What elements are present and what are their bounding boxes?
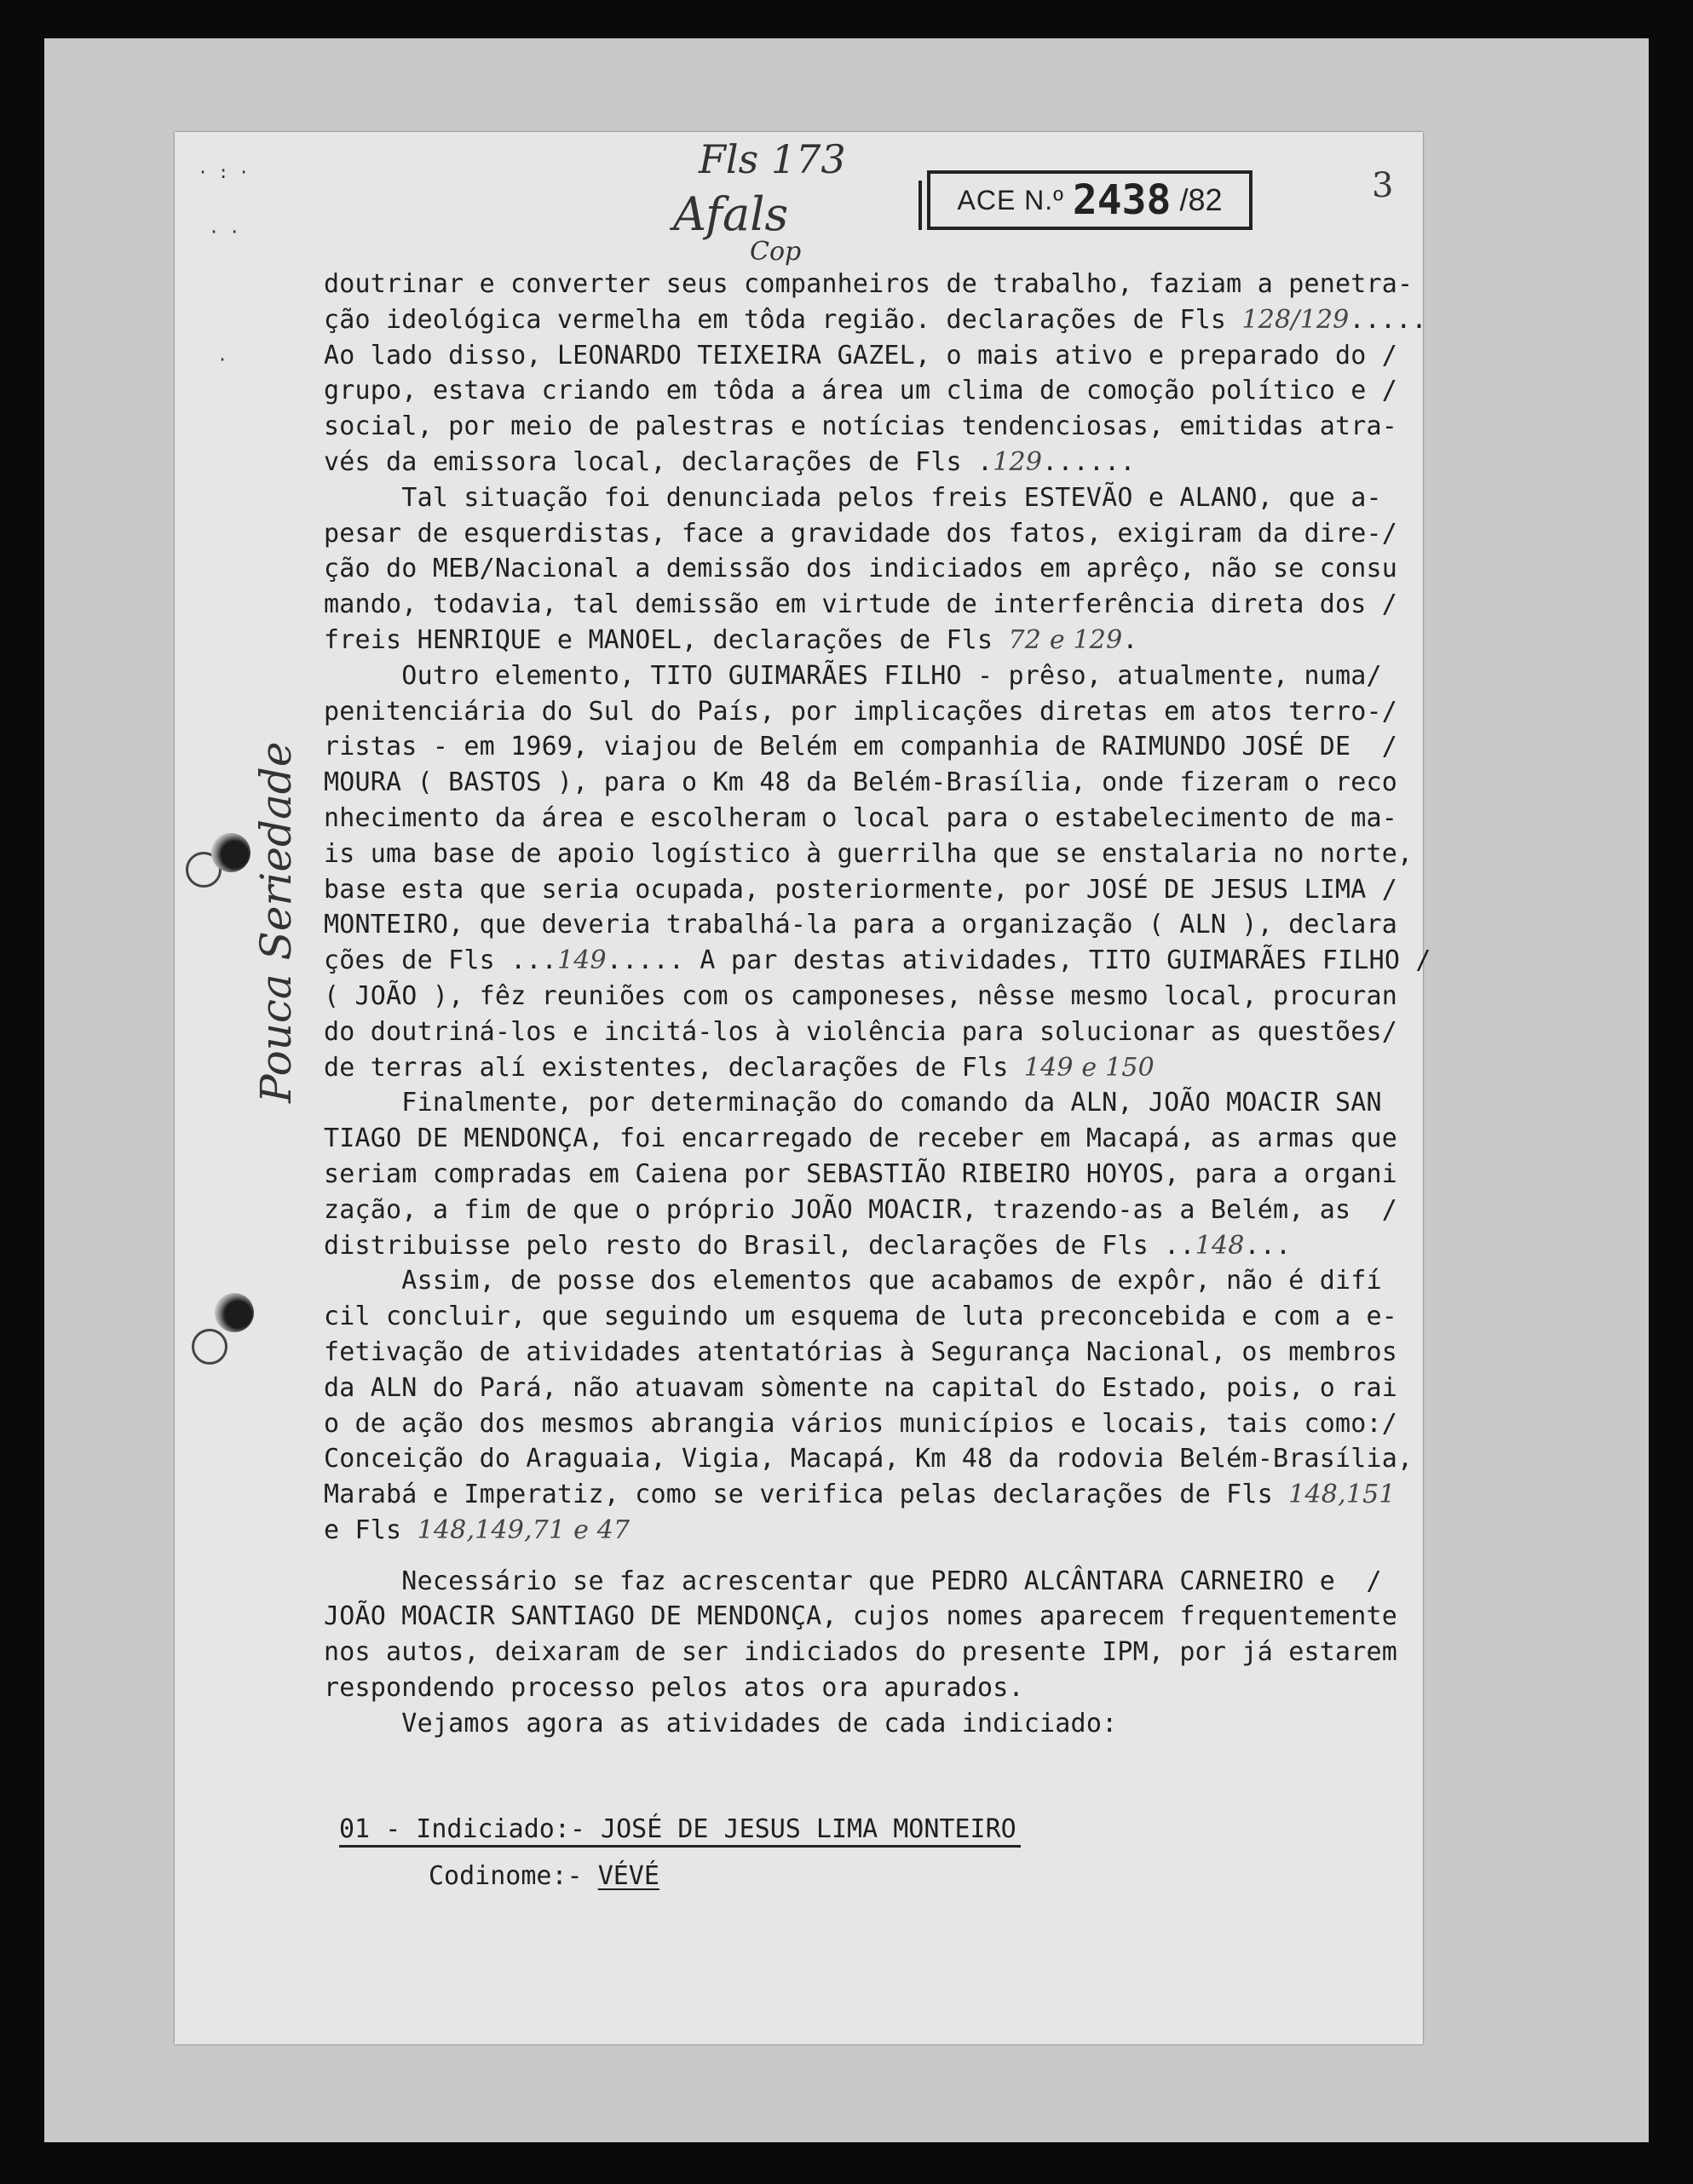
body-line [324,765,1398,801]
indicted-label: - Indiciado:- JOSÉ DE JESUS LIMA MONTEIRO [385,1814,1016,1844]
typed-text: base esta que seria ocupada, posteriormente, por JOSÉ DE JESUS LIMA / [324,874,1398,905]
typed-text: ( JOÃO ), fêz reuniões com os camponeses, nêsse mesmo local, procuran [324,980,1398,1011]
body-line [324,943,1431,979]
typed-text: pesar de esquerdistas, face a gravidade dos fatos, exigiram da dire-/ [324,518,1398,549]
ace-stamp [927,170,1252,230]
body-line [324,623,1380,658]
typed-text: penitenciária do Sul do País, por implicações diretas em atos terro-/ [324,696,1398,727]
handwritten-folio-ref: 72 e 129 [1008,624,1123,655]
body-line [324,1706,1380,1742]
body-line [324,1371,1398,1406]
body-line [324,302,1427,338]
typed-text: respondendo processo pelos atos ora apurados. [324,1673,1024,1704]
page-number: 3 [1372,166,1394,205]
typed-text: da ALN do Pará, não atuavam sòmente na capital do Estado, pois, o rai [324,1372,1398,1403]
typed-text: de terras alí existentes, declarações de Fls [324,1052,1024,1083]
body-line [324,1050,1380,1086]
speck-dots: · [217,349,228,370]
typed-text: Conceição do Araguaia, Vigia, Macapá, Km 48 da rodovia Belém-Brasília, [324,1444,1414,1474]
codename-value: VÉVÉ [597,1861,659,1891]
body-line [324,1441,1414,1477]
handwritten-folio-ref: 129 [993,446,1043,477]
folio-annotation: Fls 173 [699,136,846,182]
typed-text: ristas - em 1969, viajou de Belém em companhia de RAIMUNDO JOSÉ DE / [324,732,1398,762]
typed-text: vés da emissora local, declarações de Fls . [324,446,993,477]
handwritten-folio-ref: 149 e 150 [1023,1052,1155,1083]
body-line [324,516,1398,552]
body-line [324,1014,1398,1050]
indicted-heading [339,1814,1016,1844]
typed-text: Necessário se faz acrescentar que PEDRO ALCÂNTARA CARNEIRO e / [324,1566,1382,1596]
typed-text: TIAGO DE MENDONÇA, foi encarregado de receber em Macapá, as armas que [324,1124,1398,1154]
body-line [324,1635,1398,1670]
body-line [324,801,1398,836]
typed-text: Vejamos agora as atividades de cada indiciado: [324,1708,1118,1739]
typed-text: fetivação de atividades atentatórias à Segurança Nacional, os membros [324,1336,1398,1367]
typed-text: doutrinar e converter seus companheiros de trabalho, faziam a penetra- [324,269,1414,299]
typed-text: Assim, de posse dos elementos que acabamos de expôr, não é difí [324,1266,1382,1296]
body-line [324,551,1398,587]
typed-text: do doutriná-los e incitá-los à violência para solucionar as questões/ [324,1016,1398,1047]
typed-text: mando, todavia, tal demissão em virtude de interferência direta dos / [324,589,1398,620]
typed-text-tail: ..... A par destas atividades, TITO GUIMARÃES FILHO / [606,945,1431,976]
stamp-bar [918,181,922,230]
punch-hole [211,833,250,872]
body-line [324,907,1398,943]
typed-text: MONTEIRO, que deveria trabalhá-la para a organização ( ALN ), declara [324,910,1398,940]
body-line [324,1121,1398,1157]
typed-text: ção ideológica vermelha em tôda região. declarações de Fls [324,304,1242,335]
cop-annotation: Cop [750,237,802,267]
body-line [324,1157,1398,1193]
typed-text: distribuisse pelo resto do Brasil, declarações de Fls .. [324,1230,1195,1261]
typed-text-tail: . [1122,624,1138,655]
body-line [324,1513,1380,1549]
body-line [324,480,1380,516]
typed-text: Marabá e Imperatiz, como se verifica pelas declarações de Fls [324,1480,1289,1510]
body-line [324,872,1398,908]
indicted-underline [339,1845,1021,1848]
body-line [324,979,1398,1014]
paragraph-gap [324,1549,1380,1564]
typed-text: grupo, estava criando em tôda a área um clima de comoção político e / [324,376,1398,406]
body-line [324,1406,1398,1442]
body-line [324,1335,1398,1371]
typed-text: Finalmente, por determinação do comando da ALN, JOÃO MOACIR SAN [324,1088,1382,1118]
typed-text: ção do MEB/Nacional a demissão dos indiciados em aprêço, não se consu [324,554,1398,584]
document-body [324,267,1431,1742]
body-line [324,1228,1380,1264]
body-line [324,1263,1380,1299]
body-line [324,836,1414,872]
speck-dots: · : · [198,162,250,182]
body-line [324,587,1398,623]
speck-dots: · · [209,221,240,242]
body-line [324,1670,1380,1706]
typed-text: Ao lado disso, LEONARDO TEIXEIRA GAZEL, o mais ativo e preparado do / [324,340,1398,371]
typed-text-tail: ..... [1349,304,1427,335]
body-line [324,1085,1380,1121]
typed-text: nhecimento da área e escolheram o local para o estabelecimento de ma- [324,802,1398,833]
body-line [324,1193,1398,1228]
body-line [324,1299,1398,1335]
codename-line [429,1861,659,1891]
body-line [324,1599,1398,1635]
typed-text-tail: ...... [1042,446,1136,477]
typed-text: social, por meio de palestras e notícias tendenciosas, emitidas atra- [324,411,1398,442]
typed-text: nos autos, deixaram de ser indiciados do presente IPM, por já estarem [324,1637,1398,1668]
margin-note: Pouca Seriedade [251,741,301,1103]
codename-label: Codinome:- [429,1861,583,1891]
handwritten-folio-ref: 148,149,71 e 47 [417,1514,631,1545]
typed-text-tail: ... [1244,1230,1292,1261]
handwritten-folio-ref: 148 [1195,1230,1245,1261]
body-line [324,658,1380,694]
typed-text: ções de Fls ... [324,945,557,976]
typed-text: zação, a fim de que o próprio JOÃO MOACIR, trazendo-as a Belém, as / [324,1194,1398,1225]
handwritten-folio-ref: 148,151 [1288,1480,1396,1510]
punch-hole-ring [192,1329,227,1365]
typed-text: MOURA ( BASTOS ), para o Km 48 da Belém-Brasília, onde fizeram o reco [324,767,1398,798]
typed-text: cil concluir, que seguindo um esquema de luta preconcebida e com a e- [324,1302,1398,1332]
indicted-number: 01 [339,1814,371,1844]
body-line [324,445,1380,480]
typed-text: is uma base de apoio logístico à guerrilha que se enstalaria no norte, [324,838,1414,869]
handwritten-folio-ref: 128/129 [1241,304,1350,335]
typed-text: o de ação dos mesmos abrangia vários municípios e locais, tais como:/ [324,1408,1398,1439]
body-line [324,1564,1380,1600]
typed-text: freis HENRIQUE e MANOEL, declarações de Fls [324,624,1009,655]
stamp-prefix: ACE N.º [957,184,1064,216]
body-line [324,338,1398,374]
body-line [324,729,1398,765]
stamp-suffix: /82 [1179,182,1223,217]
body-line [324,694,1398,730]
handwritten-folio-ref: 149 [556,945,607,976]
typed-text: Outro elemento, TITO GUIMARÃES FILHO - prêso, atualmente, numa/ [324,660,1382,691]
punch-hole [215,1293,254,1332]
initials-signature: Afals [673,187,789,241]
body-line [324,373,1398,409]
typed-text: JOÃO MOACIR SANTIAGO DE MENDONÇA, cujos nomes aparecem frequentemente [324,1601,1398,1632]
typed-text: e Fls [324,1514,417,1545]
typed-text: Tal situação foi denunciada pelos freis ESTEVÃO e ALANO, que a- [324,482,1382,513]
body-line [324,1477,1396,1513]
stamp-number: 2438 [1072,176,1172,224]
body-line [324,267,1414,302]
typed-text: seriam compradas em Caiena por SEBASTIÃO RIBEIRO HOYOS, para a organi [324,1158,1398,1189]
body-line [324,409,1398,445]
